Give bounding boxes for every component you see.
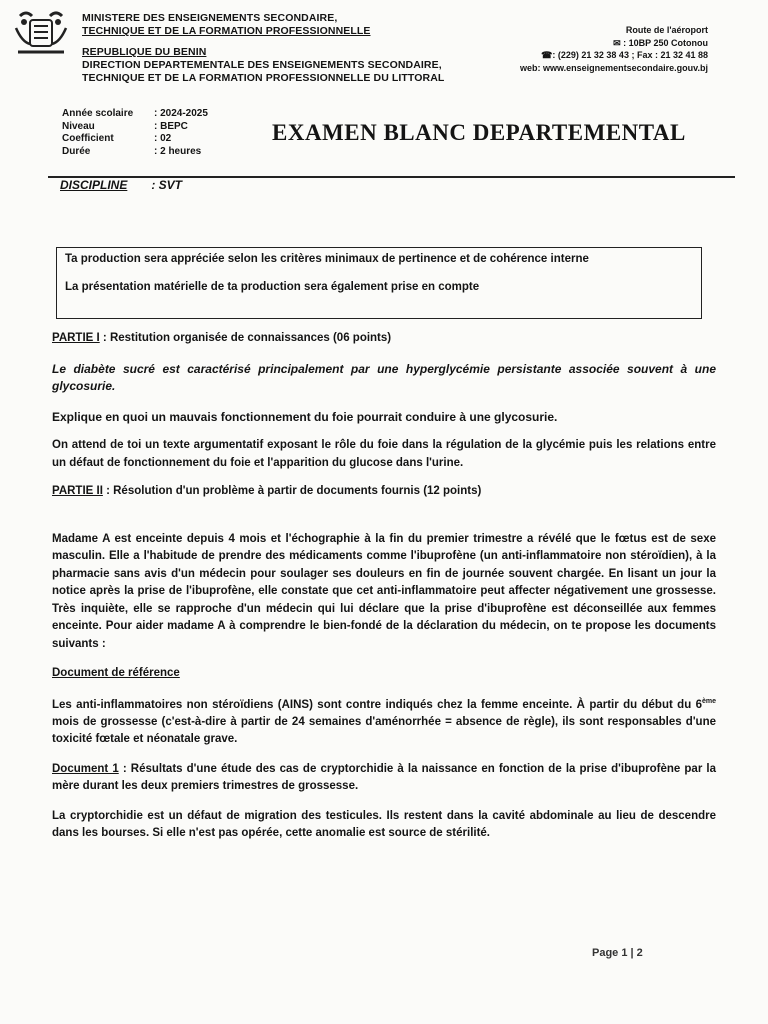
criteria-box [56, 247, 702, 319]
partie2-label: PARTIE II [52, 485, 103, 497]
meta-label: Niveau [62, 120, 95, 132]
criteria-line-2: La présentation matérielle de ta production sera également prise en compte [65, 281, 480, 293]
partie1-statement: Le diabète sucré est caractérisé principalement par une hyperglycémie persistante associée souvent à une glycosurie. [52, 361, 716, 393]
ministry-line-2: TECHNIQUE ET DE LA FORMATION PROFESSIONNELLE [82, 25, 371, 37]
ministry-line-1: MINISTERE DES ENSEIGNEMENTS SECONDAIRE, [82, 12, 338, 24]
meta-label: Coefficient [62, 133, 114, 144]
meta-row-level [62, 121, 208, 134]
doc-ref-title: Document de référence [52, 667, 180, 679]
contact-block [520, 24, 708, 74]
exam-body [52, 330, 716, 843]
meta-value: : 2 heures [154, 145, 202, 157]
coat-of-arms-logo [12, 8, 70, 62]
phone-fax: (229) 21 32 38 43 ; Fax : 21 32 41 88 [557, 50, 708, 60]
partie1-label: PARTIE I [52, 332, 100, 344]
criteria-line-1: Ta production sera appréciée selon les critères minimaux de pertinence et de cohérence interne [65, 253, 589, 265]
website: web: www.enseignementsecondaire.gouv.bj [519, 62, 708, 73]
doc1-text: La cryptorchidie est un défaut de migration des testicules. Ils restent dans la cavité abdominale au lieu de descendre dans les bourses. Si elle n'est pas opérée, cette anomalie est source de stérilité. [52, 809, 716, 840]
meta-label: Année scolaire [62, 108, 134, 119]
direction-line-2: TECHNIQUE ET DE LA FORMATION PROFESSIONNELLE DU LITTORAL [82, 72, 445, 84]
discipline [60, 178, 182, 192]
doc1-label: Document 1 [52, 762, 119, 775]
meta-row-year [62, 108, 208, 121]
meta-value: : 02 [154, 133, 172, 144]
partie2-heading [52, 483, 716, 501]
discipline-value: : SVT [151, 178, 183, 192]
doc-ref-text-b: mois de grossesse (c'est-à-dire à partir de 24 semaines d'aménorrhée = absence de règle), ils sont responsables d'une toxicité fœtale et néonatale grave. [52, 715, 716, 746]
exam-meta [62, 108, 208, 158]
ministry-header [82, 12, 444, 85]
meta-row-duration [62, 146, 208, 159]
doc-ref-text [52, 693, 716, 749]
doc1-heading [52, 761, 716, 796]
doc-ref-text-a: Les anti-inflammatoires non stéroïdiens (AINS) sont contre indiqués chez la femme enceinte. À partir du début du 6 [52, 698, 702, 711]
partie1-title: : Restitution organisée de connaissances (06 points) [99, 332, 392, 344]
discipline-label: DISCIPLINE [60, 178, 128, 192]
meta-label: Durée [62, 145, 91, 157]
address: Route de l'aéroport [625, 25, 708, 35]
meta-value: : BEPC [154, 120, 188, 132]
meta-value: : 2024-2025 [154, 108, 208, 119]
partie1-heading [52, 330, 716, 348]
direction-line-1: DIRECTION DEPARTEMENTALE DES ENSEIGNEMENTS SECONDAIRE, [82, 59, 442, 71]
partie1-question: Explique en quoi un mauvais fonctionnement du foie pourrait conduire à une glycosurie. [52, 409, 558, 424]
meta-row-coefficient [62, 133, 208, 146]
doc-ref-sup: ème [701, 697, 716, 705]
partie2-situation: Madame A est enceinte depuis 4 mois et l'échographie à la fin du premier trimestre a révélé que le fœtus est de sexe masculin. Elle a l'habitude de prendre des médicaments comme l'ibuprofène (un anti-inflammatoire non stéroïdien), à la pharmacie sans avis d'un médecin pour soulager ses douleurs en fin de journée souvent chargée. En lisant un jour la notice après la prise de l'ibuprofène, elle constate que cet anti-inflammatoire peut affecter négativement une grossesse. Très inquiète, elle se rapproche d'un médecin qui lui déclare que la prise d'ibuprofène est déconseillée aux femmes enceinte. Pour aider madame A à comprendre le bien-fondé de la déclaration du médecin, on te propose les documents suivants : [52, 532, 716, 650]
exam-title: EXAMEN BLANC DEPARTEMENTAL [272, 120, 686, 145]
doc1-title: : Résultats d'une étude des cas de cryptorchidie à la naissance en fonction de la prise d'ibuprofène par la mère durant les deux premiers trimestres de grossesse. [52, 762, 716, 793]
phone-icon: ☎: [541, 50, 558, 60]
mail-icon: ✉ : [613, 37, 629, 48]
po-box: 10BP 250 Cotonou [628, 37, 708, 48]
page-number: Page 1 | 2 [592, 947, 643, 959]
partie2-title: : Résolution d'un problème à partir de documents fournis (12 points) [102, 485, 482, 497]
republic-name: REPUBLIQUE DU BENIN [82, 46, 207, 58]
partie1-expectation: On attend de toi un texte argumentatif exposant le rôle du foie dans la régulation de la glycémie puis les relations entre un défaut de fonctionnement du foie et l'apparition du glucose dans l'urine. [52, 439, 716, 469]
